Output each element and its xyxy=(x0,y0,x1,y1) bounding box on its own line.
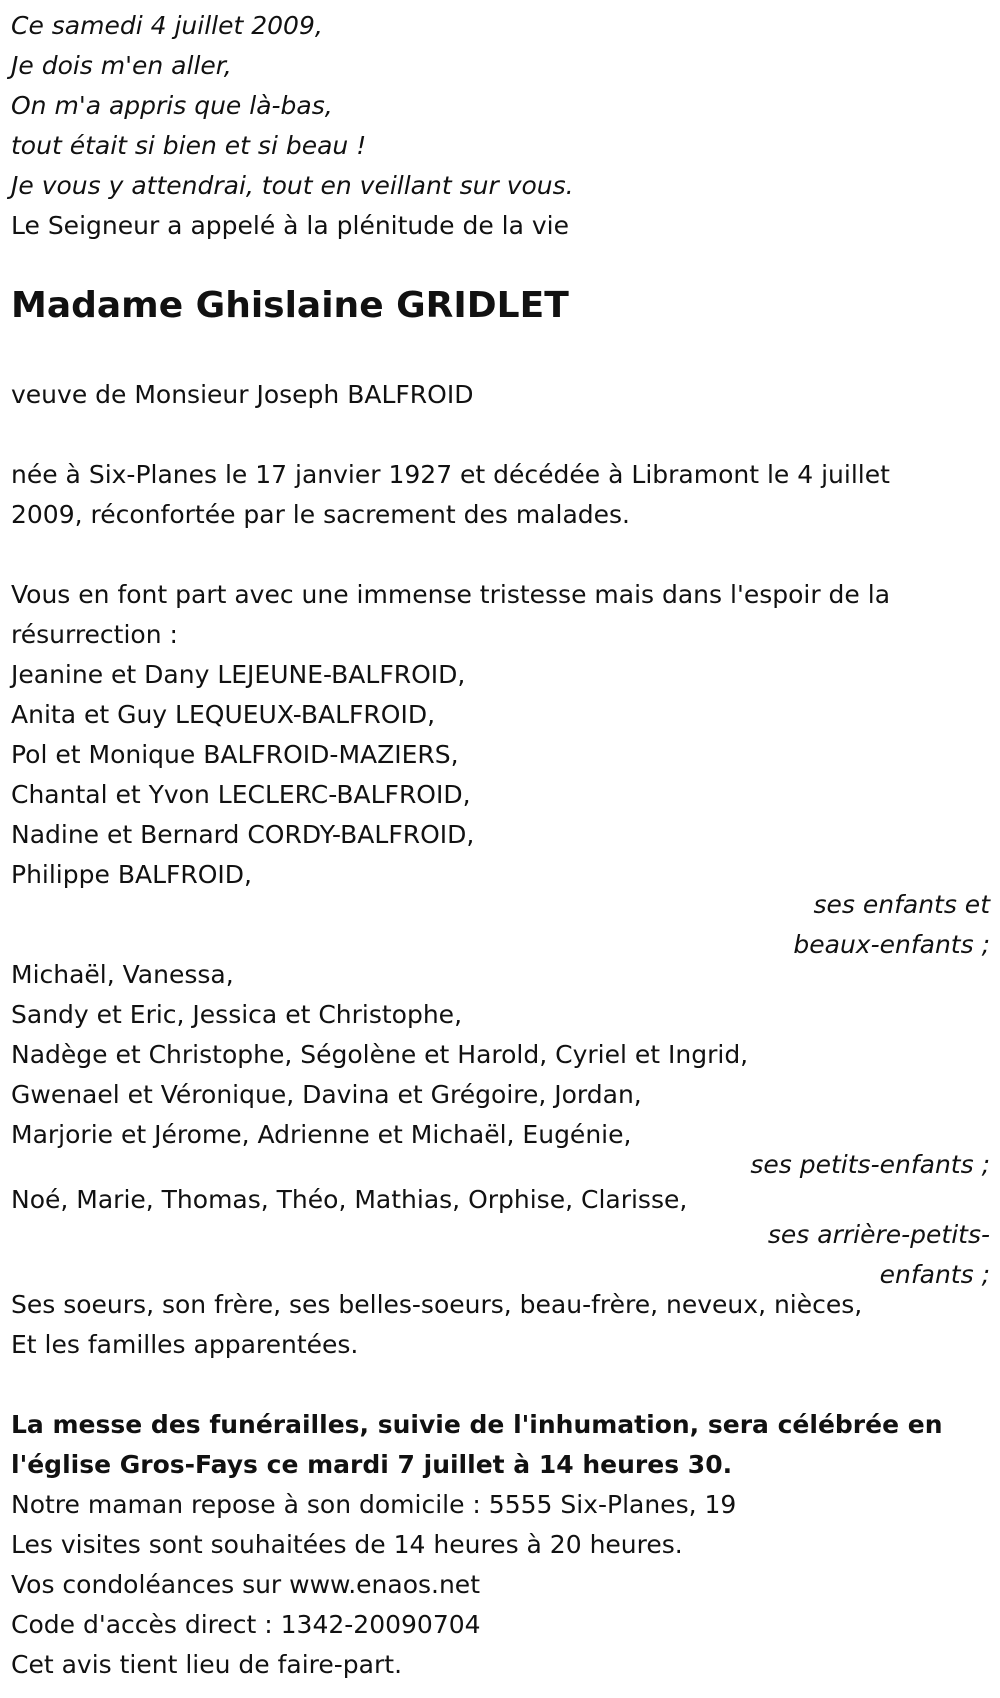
child-entry: Anita et Guy LEQUEUX-BALFROID, xyxy=(11,700,436,729)
family-line: Ses soeurs, son frère, ses belles-soeurs, beau-frère, neveux, nièces, xyxy=(11,1290,863,1319)
info-line: Code d'accès direct : 1342-20090704 xyxy=(11,1610,481,1639)
child-entry: Pol et Monique BALFROID-MAZIERS, xyxy=(11,740,459,769)
grandchild-entry: Marjorie et Jérome, Adrienne et Michaël, Eugénie, xyxy=(11,1120,632,1149)
poem-line: On m'a appris que là-bas, xyxy=(11,91,333,120)
intro-line: Le Seigneur a appelé à la plénitude de la vie xyxy=(11,211,569,240)
widow-text xyxy=(11,375,991,415)
birth-death-text xyxy=(11,455,991,535)
great-grandchildren-label-line: enfants ; xyxy=(879,1260,990,1289)
announcement xyxy=(11,575,991,655)
info-line: Notre maman repose à son domicile : 5555 Six-Planes, 19 xyxy=(11,1490,737,1519)
grandchildren-list xyxy=(11,955,991,1155)
funeral-line: l'église Gros-Fays ce mardi 7 juillet à 14 heures 30. xyxy=(11,1450,733,1479)
announce-line: Vous en font part avec une immense tristesse mais dans l'espoir de la xyxy=(11,580,891,609)
practical-info xyxy=(11,1485,991,1685)
child-entry: Nadine et Bernard CORDY-BALFROID, xyxy=(11,820,475,849)
grandchild-entry: Gwenael et Véronique, Davina et Grégoire, Jordan, xyxy=(11,1080,642,1109)
grandchild-entry: Sandy et Eric, Jessica et Christophe, xyxy=(11,1000,463,1029)
family-line: Et les familles apparentées. xyxy=(11,1330,359,1359)
poem-line: Ce samedi 4 juillet 2009, xyxy=(11,11,323,40)
children-label xyxy=(793,885,990,965)
grandchild-entry: Nadège et Christophe, Ségolène et Harold, Cyriel et Ingrid, xyxy=(11,1040,749,1069)
intro-text xyxy=(11,206,991,246)
poem xyxy=(11,6,991,206)
birth-line: 2009, réconfortée par le sacrement des malades. xyxy=(11,500,630,529)
poem-line: tout était si bien et si beau ! xyxy=(11,131,367,160)
child-entry: Chantal et Yvon LECLERC-BALFROID, xyxy=(11,780,471,809)
birth-line: née à Six-Planes le 17 janvier 1927 et décédée à Libramont le 4 juillet xyxy=(11,460,890,489)
great-grandchildren-list xyxy=(11,1180,991,1220)
poem-line: Je vous y attendrai, tout en veillant sur vous. xyxy=(11,171,574,200)
children-label-line: beaux-enfants ; xyxy=(793,930,990,959)
child-entry: Philippe BALFROID, xyxy=(11,860,253,889)
children-list xyxy=(11,655,991,895)
great-grandchildren-label-line: ses arrière-petits- xyxy=(767,1220,990,1249)
poem-line: Je dois m'en aller, xyxy=(11,51,232,80)
grandchildren-label-line: ses petits-enfants ; xyxy=(750,1150,990,1179)
info-line: Vos condoléances sur www.enaos.net xyxy=(11,1570,480,1599)
info-line: Cet avis tient lieu de faire-part. xyxy=(11,1650,403,1679)
children-label-line: ses enfants et xyxy=(813,890,990,919)
announce-line: résurrection : xyxy=(11,620,178,649)
extended-family xyxy=(11,1285,991,1365)
widow-line: veuve de Monsieur Joseph BALFROID xyxy=(11,380,474,409)
info-line: Les visites sont souhaitées de 14 heures à 20 heures. xyxy=(11,1530,683,1559)
deceased-name: Madame Ghislaine GRIDLET xyxy=(11,285,569,326)
great-grandchild-entry: Noé, Marie, Thomas, Théo, Mathias, Orphise, Clarisse, xyxy=(11,1185,688,1214)
funeral-announcement xyxy=(11,1405,991,1485)
grandchildren-label xyxy=(750,1145,990,1185)
funeral-line: La messe des funérailles, suivie de l'inhumation, sera célébrée en xyxy=(11,1410,943,1439)
great-grandchildren-label xyxy=(768,1215,990,1295)
child-entry: Jeanine et Dany LEJEUNE-BALFROID, xyxy=(11,660,466,689)
grandchild-entry: Michaël, Vanessa, xyxy=(11,960,234,989)
